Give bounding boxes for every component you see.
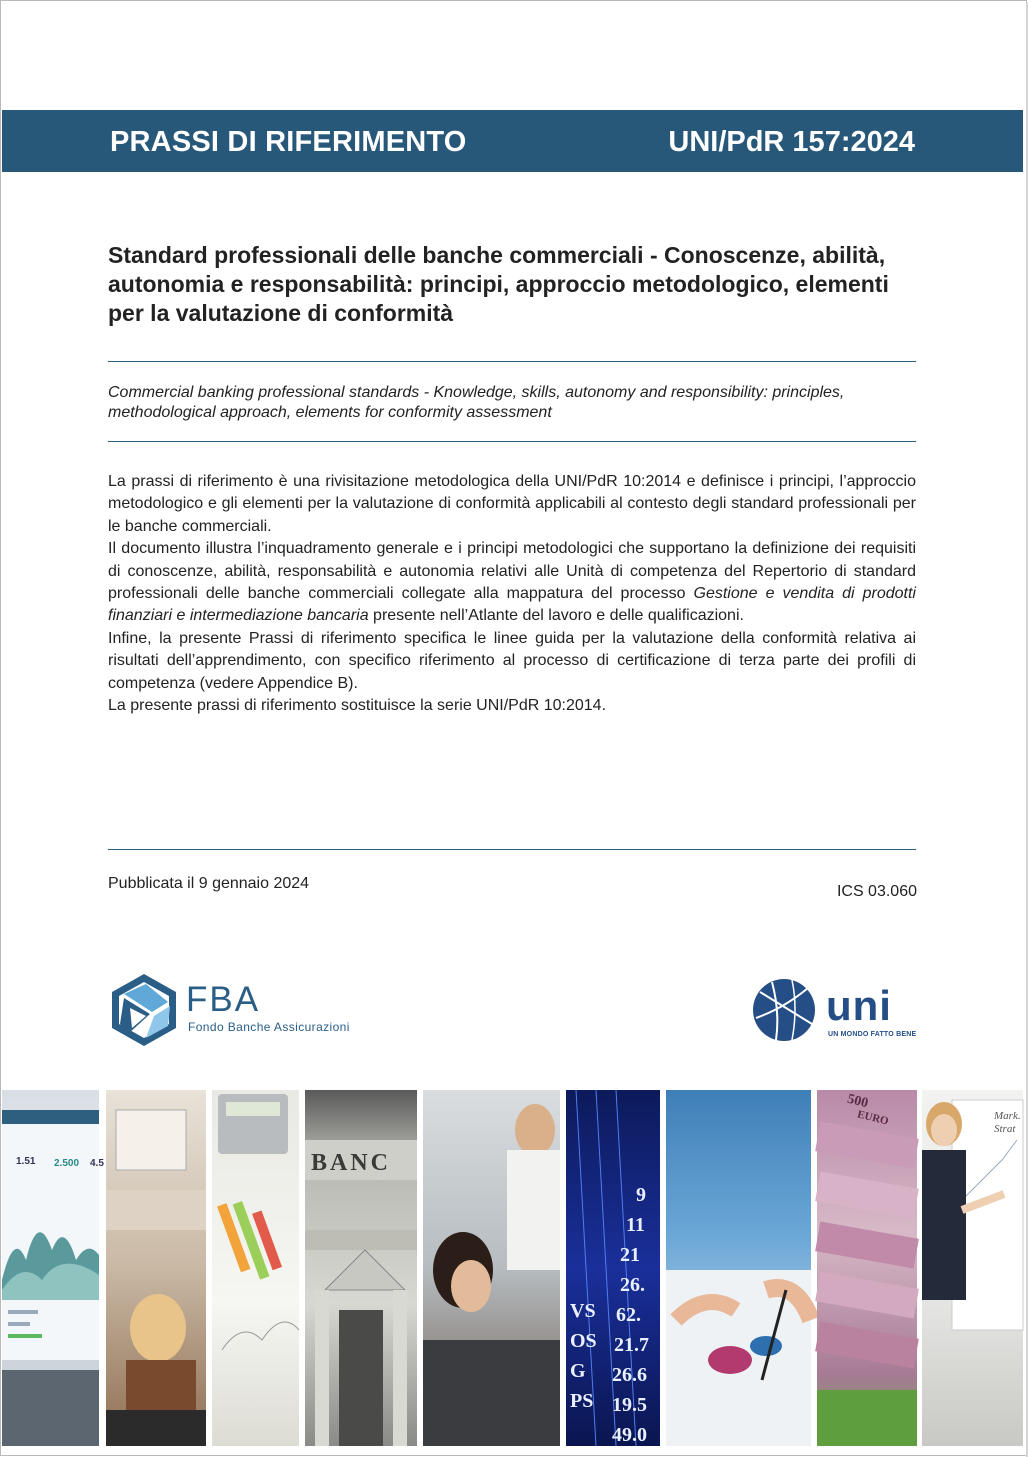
ticker-letter-4: PS bbox=[570, 1390, 594, 1412]
fba-wordmark: FBA bbox=[186, 980, 261, 1019]
uni-wordmark: uni bbox=[826, 982, 892, 1029]
photo-financial-review bbox=[666, 1090, 811, 1446]
abstract-paragraph-3: Infine, la presente Prassi di riferimento specifica le linee guida per la valutazione della conformità relativa ai risultati dell’apprendimento, con specifico riferimento al processo di certificazione di terza parte dei profili di competenza (vedere Appendice B). bbox=[108, 629, 916, 692]
uni-tagline: UN MONDO FATTO BENE bbox=[828, 1031, 917, 1038]
ticker-number-6: 21.7 bbox=[614, 1334, 649, 1356]
divider-bottom bbox=[108, 849, 916, 850]
ticker-letter-2: OS bbox=[570, 1330, 597, 1352]
photo-whiteboard-presenter bbox=[922, 1090, 1023, 1446]
photo-office-worker bbox=[106, 1090, 206, 1446]
photo-stock-ticker bbox=[566, 1090, 660, 1446]
ticker-number-9: 49.0 bbox=[612, 1424, 647, 1446]
bank-sign: BANC bbox=[311, 1150, 392, 1176]
banknote-currency: EURO bbox=[856, 1108, 890, 1128]
banknote-denomination: 500 bbox=[845, 1091, 870, 1112]
ticker-letter-1: VS bbox=[570, 1300, 596, 1322]
process-name: Gestione e vendita di prodotti finanziari e intermediazione bancaria bbox=[108, 585, 916, 625]
ticker-number-2: 11 bbox=[626, 1214, 645, 1236]
divider-top bbox=[108, 361, 916, 362]
ticker-letter-3: G bbox=[570, 1360, 586, 1382]
photo-banknotes bbox=[817, 1090, 917, 1446]
uni-logo bbox=[752, 978, 922, 1044]
ics-code: ICS 03.060 bbox=[836, 883, 917, 900]
photo-dashboard bbox=[2, 1090, 104, 1446]
ticker-number-3: 21 bbox=[620, 1244, 640, 1266]
fba-logo bbox=[106, 972, 366, 1048]
photo-calculator-chart bbox=[212, 1090, 299, 1446]
ticker-number-4: 26. bbox=[620, 1274, 645, 1296]
abstract bbox=[108, 471, 916, 717]
photo-bank-facade bbox=[305, 1090, 417, 1446]
divider-middle bbox=[108, 441, 916, 442]
abstract-paragraph-1: La prassi di riferimento è una rivisitazione metodologica della UNI/PdR 10:2014 e definisce i principi, l’approccio metodologico e gli elementi per la valutazione di conformità applicabili al contesto degli standard professionali per le banche commerciali. bbox=[108, 473, 916, 535]
photo-strip bbox=[2, 1090, 1023, 1446]
ticker-number-5: 62. bbox=[616, 1304, 641, 1326]
publication-date: Pubblicata il 9 gennaio 2024 bbox=[108, 875, 310, 892]
uni-globe-icon bbox=[752, 978, 818, 1044]
fba-emblem-icon bbox=[106, 972, 182, 1048]
ticker-number-1: 9 bbox=[636, 1184, 646, 1206]
document-title-italian: Standard professionali delle banche commerciali - Conoscenze, abilità, autonomia e responsabilità: principi, approccio metodologico, elementi per la valutazione di conformità bbox=[108, 242, 889, 326]
photo-business-team bbox=[423, 1090, 560, 1446]
dashboard-stat-3: 4.5 bbox=[90, 1158, 104, 1169]
series-label: PRASSI DI RIFERIMENTO bbox=[110, 126, 467, 158]
header-band bbox=[2, 110, 1023, 172]
dashboard-stat-2: 2.500 bbox=[54, 1158, 80, 1169]
document-code: UNI/PdR 157:2024 bbox=[668, 126, 915, 158]
ticker-number-7: 26.6 bbox=[612, 1364, 647, 1386]
fba-subtitle: Fondo Banche Assicurazioni bbox=[188, 1020, 350, 1034]
abstract-paragraph-4: La presente prassi di riferimento sostituisce la serie UNI/PdR 10:2014. bbox=[108, 697, 607, 715]
dashboard-stat-1: 1.51 bbox=[16, 1156, 36, 1167]
whiteboard-writing: Mark. Strat bbox=[994, 1110, 1021, 1135]
abstract-paragraph-2: Il documento illustra l’inquadramento generale e i principi metodologici che supportano la definizione dei requisiti di conoscenze, abilità, responsabilità e autonomia relativi alle Unità di competenza del Repertorio di standard professionali delle banche commerciali collegate alla mappatura del processo Gestione e vendita di prodotti finanziari e intermediazione bancaria presente nell’Atlante del lavoro e delle qualificazioni. bbox=[108, 540, 916, 625]
document-title-english: Commercial banking professional standards - Knowledge, skills, autonomy and responsibility: principles, methodological approach, elements for conformity assessment bbox=[108, 384, 845, 421]
ticker-number-8: 19.5 bbox=[612, 1394, 647, 1416]
